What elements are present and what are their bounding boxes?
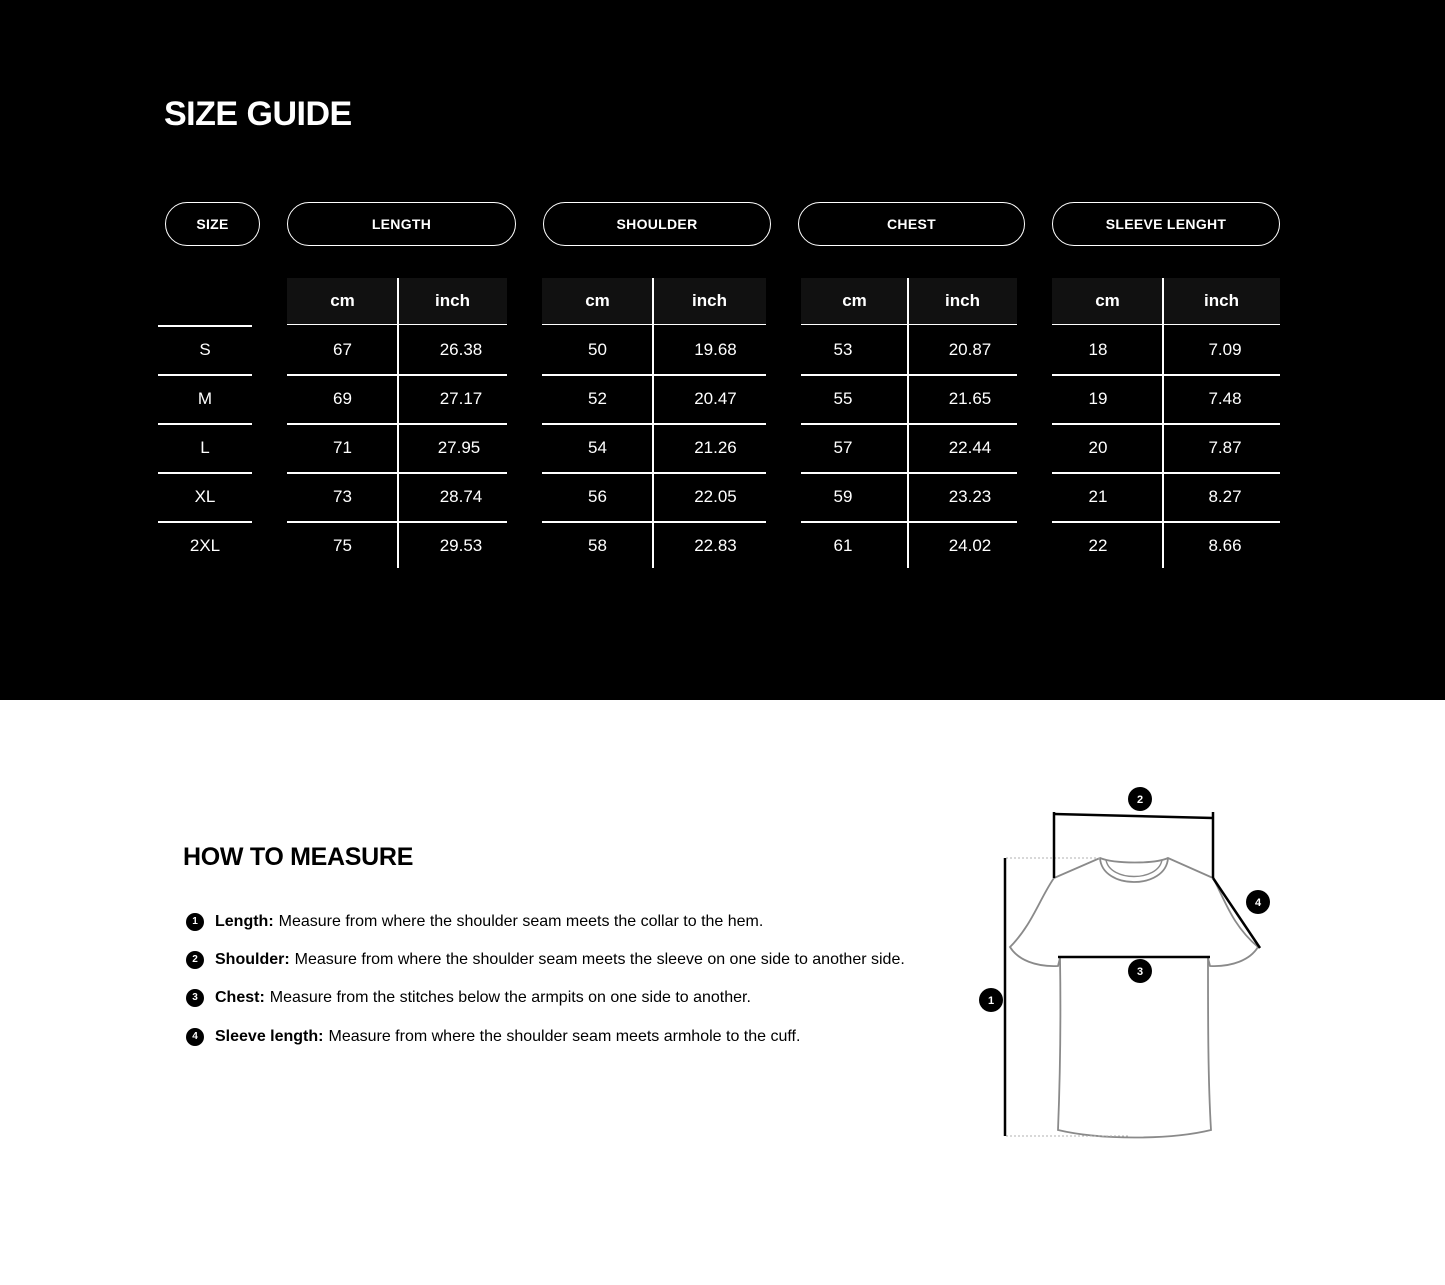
row-2xl-shoulder-inch: 22.83 <box>694 535 737 555</box>
row-m-sleeve-cm: 19 <box>1088 388 1108 408</box>
row-m-shoulder-inch: 20.47 <box>694 388 737 408</box>
row-m-length-cm: 69 <box>333 388 352 408</box>
how-to-measure-title: HOW TO MEASURE <box>183 843 414 871</box>
row-s-shoulder-cm: 50 <box>588 339 607 359</box>
unit-length-cm: cm <box>287 278 398 325</box>
row-xl-sleeve-cm: 21 <box>1088 486 1108 506</box>
number-badge: 2 <box>186 951 204 969</box>
row-l-size: L <box>200 437 210 457</box>
row-2xl-length-inch: 29.53 <box>439 535 483 555</box>
row-l-sleeve-cm: 20 <box>1088 437 1108 457</box>
unit-chest-inch: inch <box>908 278 1017 325</box>
row-2xl-size: 2XL <box>189 535 221 555</box>
measure-item-shoulder <box>186 950 905 970</box>
header-shoulder: SHOULDER <box>543 202 771 246</box>
row-2xl-length-cm: 75 <box>333 535 352 555</box>
row-2xl-chest-cm: 61 <box>833 535 853 555</box>
size-guide-title: SIZE GUIDE <box>164 95 352 133</box>
unit-length-inch: inch <box>398 278 507 325</box>
row-xl-shoulder-inch: 22.05 <box>694 486 737 506</box>
row-m-size: M <box>197 388 213 408</box>
row-l-shoulder-cm: 54 <box>588 437 607 457</box>
header-chest: CHEST <box>798 202 1025 246</box>
measure-label: Length: <box>215 913 274 930</box>
measure-text: Measure from where the shoulder seam meets armhole to the cuff. <box>328 1028 801 1045</box>
number-badge: 3 <box>186 989 204 1007</box>
row-s-sleeve-cm: 18 <box>1088 339 1108 359</box>
measure-item-sleeve-length <box>186 1027 800 1047</box>
row-s-length-cm: 67 <box>333 339 352 359</box>
row-l-shoulder-inch: 21.26 <box>694 437 737 457</box>
unit-sleeve-cm: cm <box>1052 278 1163 325</box>
marker-2-label: 2 <box>1136 794 1144 806</box>
row-l-length-inch: 27.95 <box>437 437 481 457</box>
measure-label: Shoulder: <box>215 951 290 968</box>
marker-4-label: 4 <box>1254 897 1262 909</box>
row-s-chest-inch: 20.87 <box>948 339 992 359</box>
row-s-size: S <box>199 339 211 359</box>
unit-shoulder-inch: inch <box>653 278 766 325</box>
row-m-shoulder-cm: 52 <box>588 388 607 408</box>
row-2xl-shoulder-cm: 58 <box>588 535 607 555</box>
measure-text: Measure from where the shoulder seam meets the sleeve on one side to another side. <box>294 951 905 968</box>
row-l-chest-inch: 22.44 <box>948 437 992 457</box>
row-l-length-cm: 71 <box>333 437 352 457</box>
number-badge: 4 <box>186 1028 204 1046</box>
row-xl-chest-inch: 23.23 <box>948 486 992 506</box>
row-2xl-sleeve-cm: 22 <box>1088 535 1108 555</box>
row-l-sleeve-inch: 7.87 <box>1208 437 1242 457</box>
measure-text: Measure from where the shoulder seam meets the collar to the hem. <box>278 913 764 930</box>
header-length: LENGTH <box>287 202 516 246</box>
row-xl-sleeve-inch: 8.27 <box>1208 486 1242 506</box>
row-s-shoulder-inch: 19.68 <box>694 339 737 359</box>
row-xl-length-inch: 28.74 <box>439 486 483 506</box>
row-xl-size: XL <box>194 486 216 506</box>
header-sleeve-length: SLEEVE LENGHT <box>1052 202 1280 246</box>
row-xl-chest-cm: 59 <box>833 486 853 506</box>
row-m-chest-cm: 55 <box>833 388 853 408</box>
header-size: SIZE <box>165 202 260 246</box>
unit-sleeve-inch: inch <box>1163 278 1280 325</box>
measure-item-chest <box>186 988 751 1008</box>
shirt-body <box>1010 858 1258 1138</box>
measure-text: Measure from the stitches below the armpits on one side to another. <box>269 989 751 1006</box>
row-s-chest-cm: 53 <box>833 339 853 359</box>
row-s-sleeve-inch: 7.09 <box>1208 339 1242 359</box>
marker-3-label: 3 <box>1136 966 1144 978</box>
number-badge: 1 <box>186 913 204 931</box>
row-l-chest-cm: 57 <box>833 437 853 457</box>
row-m-length-inch: 27.17 <box>439 388 483 408</box>
measure-label: Chest: <box>215 989 265 1006</box>
unit-shoulder-cm: cm <box>542 278 653 325</box>
row-2xl-chest-inch: 24.02 <box>948 535 992 555</box>
row-xl-shoulder-cm: 56 <box>588 486 607 506</box>
measure-item-length <box>186 912 763 932</box>
shoulder-measure-line <box>1054 814 1213 818</box>
row-m-sleeve-inch: 7.48 <box>1208 388 1242 408</box>
row-2xl-sleeve-inch: 8.66 <box>1208 535 1242 555</box>
tshirt-outline-icon <box>970 780 1270 1150</box>
marker-1-label: 1 <box>987 995 995 1007</box>
row-m-chest-inch: 21.65 <box>948 388 992 408</box>
row-xl-length-cm: 73 <box>333 486 352 506</box>
row-s-length-inch: 26.38 <box>439 339 483 359</box>
measure-label: Sleeve length: <box>215 1028 324 1045</box>
unit-chest-cm: cm <box>801 278 908 325</box>
